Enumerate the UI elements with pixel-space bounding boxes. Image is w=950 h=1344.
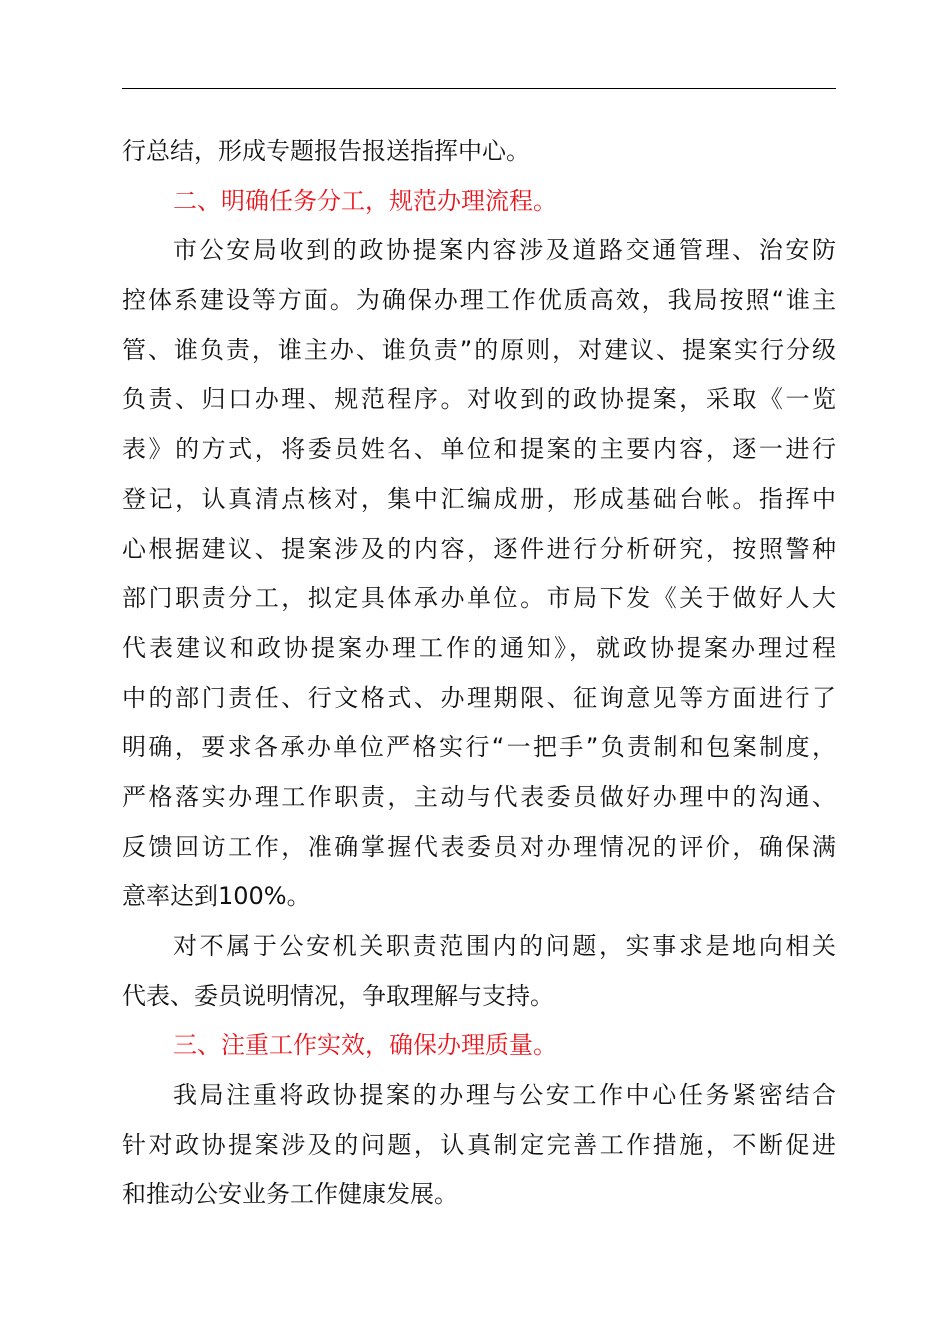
body-line: 我局注重将政协提案的办理与公安工作中心任务紧密结合 xyxy=(173,1081,836,1110)
body-line: 代表、委员说明情况，争取理解与支持。 xyxy=(122,981,554,1010)
body-line: 管、谁负责，谁主办、谁负责”的原则，对建议、提案实行分级 xyxy=(122,335,836,364)
body-line: 明确，要求各承办单位严格实行“一把手”负责制和包案制度， xyxy=(122,733,836,762)
body-line: 对不属于公安机关职责范围内的问题，实事求是地向相关 xyxy=(173,932,836,960)
body-line: 市公安局收到的政协提案内容涉及道路交通管理、治安防 xyxy=(173,236,836,265)
body-line: 意率达到100%。 xyxy=(122,882,311,911)
body-line: 代表建议和政协提案办理工作的通知》，就政协提案办理过程 xyxy=(122,633,836,662)
body-line: 针对政协提案涉及的问题，认真制定完善工作措施，不断促进 xyxy=(122,1130,836,1159)
body-line: 严格落实办理工作职责，主动与代表委员做好办理中的沟通、 xyxy=(122,782,836,811)
body-line: 负责、归口办理、规范程序。对收到的政协提案，采取《一览 xyxy=(122,385,836,414)
section-heading-2: 二、明确任务分工，规范办理流程。 xyxy=(173,186,557,215)
document-body xyxy=(122,127,836,1220)
body-line: 登记，认真清点核对，集中汇编成册，形成基础台帐。指挥中 xyxy=(122,484,836,513)
body-line: 反馈回访工作，准确掌握代表委员对办理情况的评价，确保满 xyxy=(122,832,836,861)
body-line: 行总结，形成专题报告报送指挥中心。 xyxy=(122,137,530,165)
body-line: 和推动公安业务工作健康发展。 xyxy=(122,1180,458,1209)
body-line: 中的部门责任、行文格式、办理期限、征询意见等方面进行了 xyxy=(122,683,836,712)
body-line: 控体系建设等方面。为确保办理工作优质高效，我局按照“谁主 xyxy=(122,286,836,315)
body-line: 部门职责分工，拟定具体承办单位。市局下发《关于做好人大 xyxy=(122,584,836,613)
body-line: 表》的方式，将委员姓名、单位和提案的主要内容，逐一进行 xyxy=(122,435,836,464)
section-heading-3: 三、注重工作实效，确保办理质量。 xyxy=(173,1031,557,1060)
header-rule xyxy=(122,88,836,89)
body-line: 心根据建议、提案涉及的内容，逐件进行分析研究，按照警种 xyxy=(122,534,836,563)
